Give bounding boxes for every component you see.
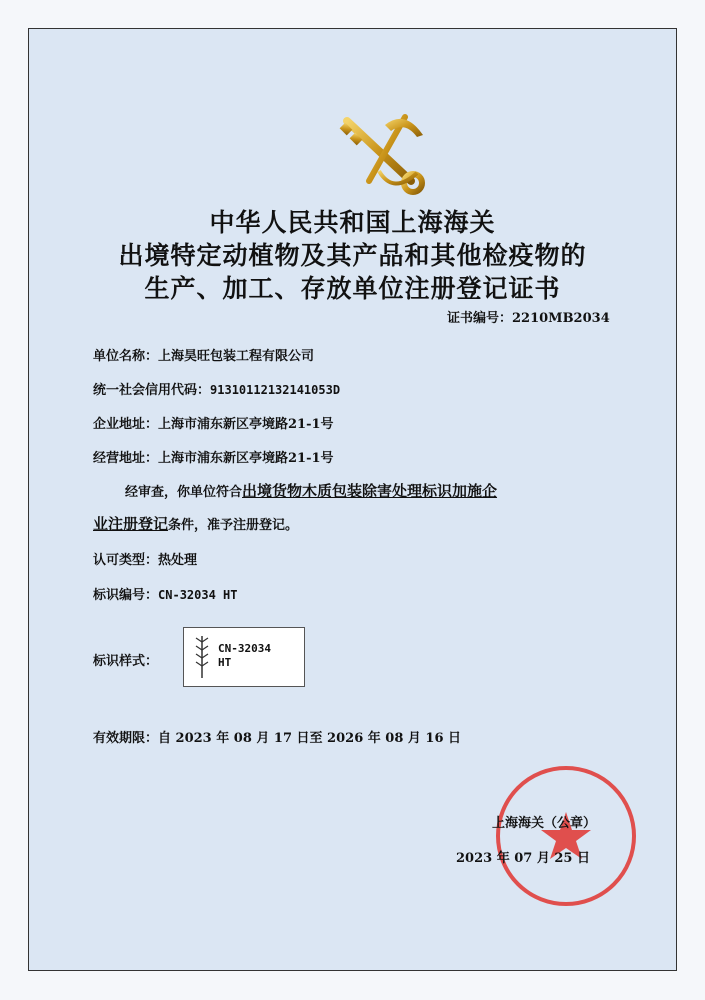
mark-number-label: 标识编号： [93, 588, 159, 603]
approval-type-value: 热处理 [158, 553, 198, 568]
mark-number-row [93, 584, 238, 603]
title-line-3: 生产、加工、存放单位注册登记证书 [144, 274, 561, 303]
mark-sample-code: CN-32034 [218, 642, 271, 655]
mark-sample-treatment: HT [218, 656, 232, 669]
enterprise-address-value: 上海市浦东新区亭境路21-1号 [158, 417, 334, 432]
statement-line-1 [125, 480, 497, 501]
credit-code-row [93, 379, 340, 398]
credit-code-label: 统一社会信用代码： [93, 383, 211, 398]
unit-name-row [93, 345, 314, 364]
ippc-mark-sample [183, 627, 305, 687]
statement-underlined-2: 业注册登记 [93, 515, 169, 533]
issue-date: 2023 年 07 月 25 日 [456, 851, 590, 866]
approval-type-label: 认可类型： [93, 553, 159, 568]
business-address-label: 经营地址： [93, 451, 159, 466]
enterprise-address-label: 企业地址： [93, 417, 159, 432]
statement-underlined-1: 出境货物木质包装除害处理标识加施企 [242, 482, 498, 500]
statement-line-2 [93, 513, 298, 534]
customs-emblem-icon [333, 111, 433, 197]
validity-label: 有效期限： [93, 731, 159, 746]
statement-prefix: 经审查，你单位符合 [125, 485, 243, 500]
credit-code-value: 91310112132141053D [210, 383, 341, 397]
certificate-number: 证书编号：2210MB2034 [447, 311, 610, 326]
enterprise-address-row [93, 413, 334, 432]
validity-row [93, 727, 461, 746]
title-line-2: 出境特定动植物及其产品和其他检疫物的 [118, 241, 587, 270]
unit-name-label: 单位名称： [93, 349, 159, 364]
statement-suffix: 条件，准予注册登记。 [168, 518, 299, 533]
mark-style-label: 标识样式： [93, 654, 159, 669]
official-seal-icon [492, 762, 640, 910]
business-address-value: 上海市浦东新区亭境路21-1号 [158, 451, 334, 466]
approval-type-row [93, 549, 197, 568]
title-line-1: 中华人民共和国上海海关 [209, 208, 496, 237]
validity-value: 自 2023 年 08 月 17 日至 2026 年 08 月 16 日 [158, 731, 462, 746]
unit-name-value: 上海昊旺包装工程有限公司 [158, 349, 315, 364]
business-address-row [93, 447, 334, 466]
mark-number-value: CN-32034 HT [158, 588, 238, 602]
issuer-name: 上海海关（公章） [492, 816, 597, 831]
wheat-icon [192, 634, 212, 680]
mark-sample-text [218, 642, 271, 670]
